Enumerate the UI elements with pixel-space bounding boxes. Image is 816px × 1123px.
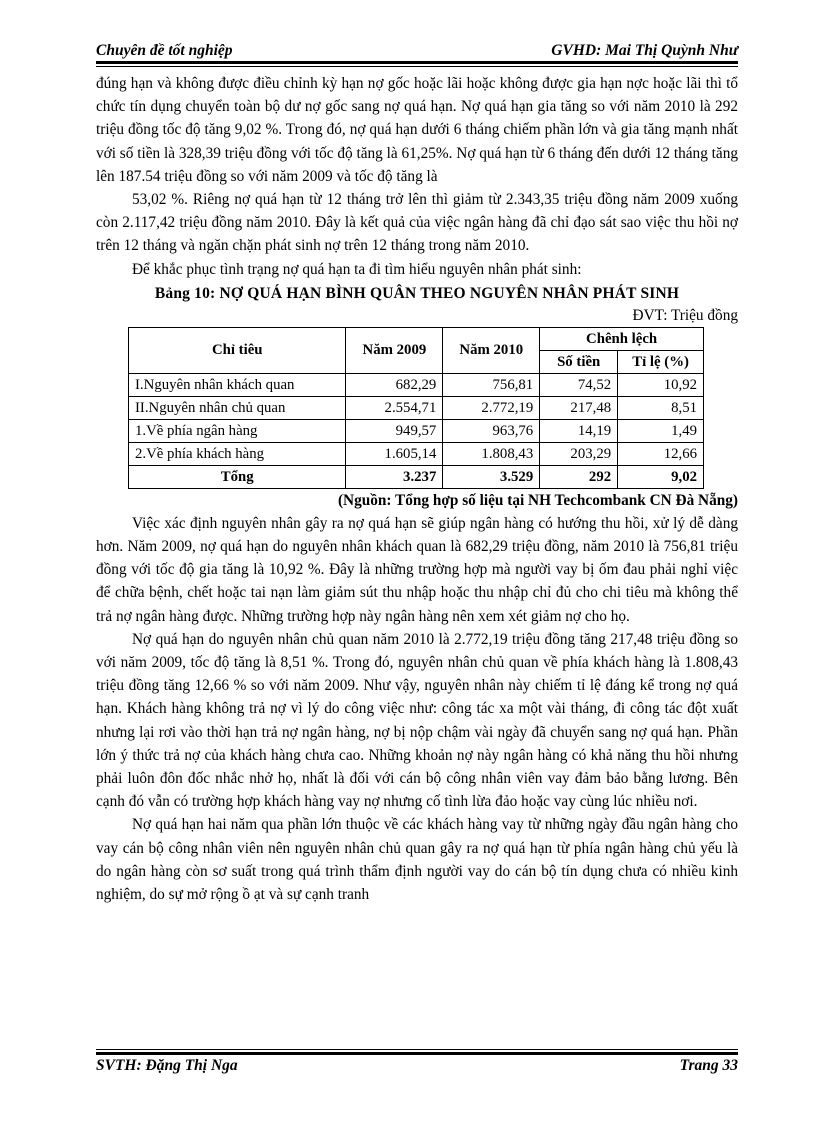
header-supervisor: GVHD: Mai Thị Quỳnh Như	[551, 42, 738, 59]
total-2010: 3.529	[443, 465, 540, 488]
paragraph-continuation: đúng hạn và không được điều chỉnh kỳ hạn nợ gốc hoặc lãi hoặc không được gia hạn nợc hoặc lãi thì tổ chức tín dụng chuyển toàn bộ dư nợ gốc sang nợ quá hạn. Nợ quá hạn gia tăng so với năm 2010 là 292 triệu đồng tốc độ tăng 9,02 %. Trong đó, nợ quá hạn dưới 6 tháng chiếm phần lớn và gia tăng mạnh nhất với số tiền là 328,39 triệu đồng với tốc độ tăng là 61,25%. Nợ quá hạn từ 6 tháng đến dưới 12 tháng tăng lên 187.54 triệu đồng so với năm 2009 và tốc độ tăng là	[96, 75, 739, 185]
overdue-debt-table	[128, 327, 704, 489]
cell-ratio: 8,51	[618, 396, 704, 419]
cell-amount: 74,52	[540, 373, 618, 396]
page-content	[96, 72, 738, 906]
row-label: I.Nguyên nhân khách quan	[129, 373, 346, 396]
total-ratio: 9,02	[618, 465, 704, 488]
paragraph-objective-causes: Việc xác định nguyên nhân gây ra nợ quá hạn sẽ giúp ngân hàng có hướng thu hồi, xử lý dễ dàng hơn. Năm 2009, nợ quá hạn do nguyên nhân khách quan là 682,29 triệu đồng, năm 2010 là 756,81 triệu đồng với tốc độ gia tăng là 10,92 %. Đây là những trường hợp mà người vay bị ốm đau phải nghỉ việc để chữa bệnh, chết hoặc tai nạn làm giảm sút thu nhập hoặc thu nhập chỉ đủ cho chi tiêu mà không thể trả nợ ngân hàng được. Những trường hợp này ngân hàng nên xem xét giảm nợ cho họ.	[96, 514, 738, 625]
table-unit: ĐVT: Triệu đồng	[632, 306, 738, 324]
paragraph-overdue-12m: 53,02 %. Riêng nợ quá hạn từ 12 tháng trở lên thì giảm từ 2.343,35 triệu đồng năm 2009 xuống còn 2.117,42 triệu đồng năm 2010. Đây là kết quả của việc ngân hàng đã chỉ đạo sát sao việc thu hồi nợ trên 12 tháng và ngăn chặn phát sinh nợ trên 12 tháng trong năm 2010.	[96, 191, 738, 255]
footer-rule-thin	[96, 1049, 738, 1050]
cell-amount: 217,48	[540, 396, 618, 419]
total-label: Tổng	[129, 465, 346, 488]
table-row	[129, 419, 704, 442]
page-header	[96, 34, 738, 60]
cell-2009: 2.554,71	[346, 396, 443, 419]
header-course-title: Chuyên đề tốt nghiệp	[96, 42, 233, 59]
header-rule	[96, 61, 738, 64]
page-number: Trang 33	[679, 1057, 738, 1074]
cell-2009: 1.605,14	[346, 442, 443, 465]
page-footer	[96, 1054, 738, 1078]
cell-ratio: 1,49	[618, 419, 704, 442]
row-label: II.Nguyên nhân chủ quan	[129, 396, 346, 419]
cell-ratio: 12,66	[618, 442, 704, 465]
header-year-2009: Năm 2009	[346, 327, 443, 373]
cell-2010: 963,76	[443, 419, 540, 442]
table-row	[129, 396, 704, 419]
cell-ratio: 10,92	[618, 373, 704, 396]
total-2009: 3.237	[346, 465, 443, 488]
row-label: 1.Về phía ngân hàng	[129, 419, 346, 442]
table-total-row	[129, 465, 704, 488]
cell-amount: 14,19	[540, 419, 618, 442]
total-amount: 292	[540, 465, 618, 488]
cell-amount: 203,29	[540, 442, 618, 465]
paragraph-intro-table: Để khắc phục tình trạng nợ quá hạn ta đi tìm hiểu nguyên nhân phát sinh:	[132, 260, 582, 278]
header-ratio: Tỉ lệ (%)	[618, 350, 704, 373]
header-rule-thin	[96, 66, 738, 67]
cell-2010: 756,81	[443, 373, 540, 396]
cell-2010: 2.772,19	[443, 396, 540, 419]
cell-2010: 1.808,43	[443, 442, 540, 465]
cell-2009: 682,29	[346, 373, 443, 396]
header-indicator: Chỉ tiêu	[129, 327, 346, 373]
table-source: (Nguồn: Tổng hợp số liệu tại NH Techcombank CN Đà Nẵng)	[337, 491, 738, 509]
header-difference: Chênh lệch	[540, 327, 704, 350]
table-row	[129, 373, 704, 396]
paragraph-subjective-causes: Nợ quá hạn do nguyên nhân chủ quan năm 2010 là 2.772,19 triệu đồng tăng 217,48 triệu đồng so với năm 2009, tốc độ tăng là 8,51 %. Trong đó, nguyên nhân chủ quan về phía khách hàng là 1.808,43 triệu đồng tăng 12,66 % so với năm 2009. Như vậy, nguyên nhân này chiếm tỉ lệ đáng kể trong nợ quá hạn. Khách hàng không trả nợ vì lý do công việc như: công tác xa một vài tháng, đi công tác đột xuất nhưng lại rơi vào thời hạn trả nợ ngân hàng, nợ bị nộp chậm vài ngày đã chuyển sang nợ quá hạn. Phần lớn ý thức trả nợ của khách hàng chưa cao. Những khoản nợ này ngân hàng có khả năng thu hồi nhưng phải luôn đôn đốc nhắc nhở họ, nhất là đối với cán bộ công nhân viên vay đảm bảo bằng lương. Bên cạnh đó vẫn có trường hợp khách hàng vay nợ nhưng cố tình lừa đảo hoặc vay cùng lúc nhiều nơi.	[96, 630, 738, 811]
cell-2009: 949,57	[346, 419, 443, 442]
header-year-2010: Năm 2010	[443, 327, 540, 373]
table-row	[129, 442, 704, 465]
paragraph-bank-causes: Nợ quá hạn hai năm qua phần lớn thuộc về các khách hàng vay từ những ngày đầu ngân hàng cho vay cán bộ công nhân viên nên nguyên nhân chủ quan gây ra nợ quá hạn từ phía ngân hàng chủ yếu là do ngân hàng còn sơ suất trong quá trình thẩm định người vay do cán bộ tín dụng chưa có nhiều kinh nghiệm, do sự mở rộng ồ ạt và sự cạnh tranh	[96, 816, 738, 904]
table-title: Bảng 10: NỢ QUÁ HẠN BÌNH QUÂN THEO NGUYÊN NHÂN PHÁT SINH	[154, 284, 680, 302]
row-label: 2.Về phía khách hàng	[129, 442, 346, 465]
header-amount: Số tiền	[540, 350, 618, 373]
footer-student: SVTH: Đặng Thị Nga	[96, 1057, 238, 1074]
